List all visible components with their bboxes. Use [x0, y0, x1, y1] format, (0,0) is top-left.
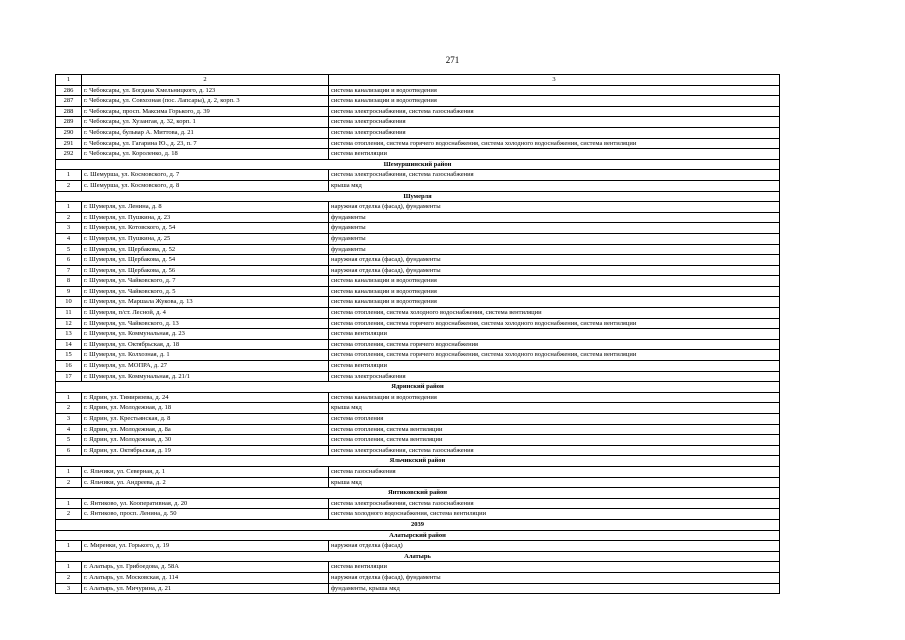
row-address: г. Шумерля, ул. Чайковского, д. 13: [82, 318, 329, 329]
table-row: [56, 117, 780, 128]
table-row: [56, 477, 780, 488]
table-row: [56, 318, 780, 329]
table-row: [56, 106, 780, 117]
row-address: г. Шумерля, ул. Щербакова, д. 56: [82, 265, 329, 276]
row-address: г. Шумерля, ул. Ленина, д. 8: [82, 202, 329, 213]
row-address: г. Шумерля, ул. Чайковского, д. 7: [82, 276, 329, 287]
row-works: система отопления, система горячего водоснабжения, система холодного водоснабжения, система вентиляции: [329, 138, 780, 149]
row-address: г. Шумерля, ул. Котовского, д. 54: [82, 223, 329, 234]
table-row: [56, 233, 780, 244]
row-address: г. Алатырь, ул. Грибоедова, д. 58А: [82, 562, 329, 573]
row-address: г. Шумерля, ул. Октябрьская, д. 18: [82, 339, 329, 350]
row-number: 290: [56, 127, 82, 138]
row-address: г. Шумерля, ул. Пушкина, д. 25: [82, 233, 329, 244]
row-works: крыша мкд: [329, 180, 780, 191]
page-number: 271: [445, 55, 460, 65]
row-address: г. Чебоксары, просп. Максима Горького, д. 39: [82, 106, 329, 117]
row-number: 1: [56, 170, 82, 181]
row-address: г. Алатырь, ул. Московская, д. 114: [82, 572, 329, 583]
column-header-works: 3: [329, 75, 780, 86]
row-works: система отопления, система горячего водоснабжения: [329, 339, 780, 350]
section-header-row: [56, 159, 780, 170]
row-address: г. Шумерля, ул. Щербакова, д. 54: [82, 255, 329, 266]
row-number: 1: [56, 392, 82, 403]
row-address: г. Чебоксары, бульвар А. Миттова, д. 21: [82, 127, 329, 138]
row-works: система электроснабжения, система газоснабжения: [329, 445, 780, 456]
row-address: г. Ядрин, ул. Молодежная, д. 30: [82, 435, 329, 446]
row-number: 11: [56, 308, 82, 319]
row-number: 17: [56, 371, 82, 382]
row-number: 1: [56, 498, 82, 509]
row-works: система вентиляции: [329, 329, 780, 340]
section-title: Шумерля: [56, 191, 780, 202]
row-works: система канализации и водоотведения: [329, 96, 780, 107]
row-number: 7: [56, 265, 82, 276]
row-works: система отопления, система вентиляции: [329, 424, 780, 435]
row-address: г. Чебоксары, ул. Богдана Хмельницкого, д. 123: [82, 85, 329, 96]
table-row: [56, 424, 780, 435]
section-title: Ядринский район: [56, 382, 780, 393]
row-number: 4: [56, 424, 82, 435]
row-works: система холодного водоснабжения, система вентиляции: [329, 509, 780, 520]
row-number: 15: [56, 350, 82, 361]
row-address: г. Шумерля, ул. Щербакова, д. 52: [82, 244, 329, 255]
row-number: 1: [56, 202, 82, 213]
row-number: 292: [56, 149, 82, 160]
row-works: наружная отделка (фасад), фундаменты: [329, 255, 780, 266]
section-header-row: [56, 551, 780, 562]
table-row: [56, 127, 780, 138]
row-number: 1: [56, 562, 82, 573]
table-row: [56, 350, 780, 361]
row-address: с. Миренки, ул. Горького, д. 19: [82, 541, 329, 552]
table-row: [56, 509, 780, 520]
row-number: 2: [56, 572, 82, 583]
row-number: 286: [56, 85, 82, 96]
section-title: 2039: [56, 519, 780, 530]
row-works: фундаменты: [329, 212, 780, 223]
row-works: наружная отделка (фасад), фундаменты: [329, 572, 780, 583]
row-address: г. Шумерля, ул. Коммунальная, д. 21/1: [82, 371, 329, 382]
table-row: [56, 414, 780, 425]
row-address: г. Ядрин, ул. Тимирязева, д. 24: [82, 392, 329, 403]
row-works: фундаменты: [329, 244, 780, 255]
row-number: 2: [56, 212, 82, 223]
row-works: система вентиляции: [329, 361, 780, 372]
row-address: с. Шемурша, ул. Космовского, д. 7: [82, 170, 329, 181]
table-row: [56, 149, 780, 160]
table-row: [56, 403, 780, 414]
row-works: система отопления: [329, 414, 780, 425]
row-works: система канализации и водоотведения: [329, 297, 780, 308]
row-works: система электроснабжения: [329, 117, 780, 128]
section-title: Шемуршинский район: [56, 159, 780, 170]
row-number: 287: [56, 96, 82, 107]
row-works: наружная отделка (фасад), фундаменты: [329, 265, 780, 276]
row-number: 8: [56, 276, 82, 287]
row-works: система канализации и водоотведения: [329, 276, 780, 287]
row-works: система канализации и водоотведения: [329, 286, 780, 297]
row-address: с. Янтиково, просп. Ленина, д. 50: [82, 509, 329, 520]
table-row: [56, 371, 780, 382]
table-row: [56, 435, 780, 446]
section-title: Яльчикский район: [56, 456, 780, 467]
row-number: 289: [56, 117, 82, 128]
row-works: система вентиляции: [329, 149, 780, 160]
row-number: 291: [56, 138, 82, 149]
section-header-row: [56, 191, 780, 202]
row-number: 3: [56, 583, 82, 594]
table-row: [56, 265, 780, 276]
row-number: 9: [56, 286, 82, 297]
section-header-row: [56, 519, 780, 530]
row-works: фундаменты: [329, 223, 780, 234]
table-row: [56, 180, 780, 191]
table-row: [56, 138, 780, 149]
row-number: 4: [56, 233, 82, 244]
row-address: г. Шумерля, ул. МОПРА, д. 27: [82, 361, 329, 372]
table-row: [56, 244, 780, 255]
row-works: система канализации и водоотведения: [329, 85, 780, 96]
row-address: г. Шумерля, ул. Коммунальная, д. 23: [82, 329, 329, 340]
table-row: [56, 572, 780, 583]
row-address: с. Яльчики, ул. Северная, д. 1: [82, 466, 329, 477]
table-row: [56, 392, 780, 403]
row-address: г. Алатырь, ул. Мичурина, д. 21: [82, 583, 329, 594]
section-title: Янтиковский район: [56, 488, 780, 499]
row-address: с. Янтиково, ул. Кооперативная, д. 20: [82, 498, 329, 509]
row-address: г. Ядрин, ул. Молодежная, д. 8а: [82, 424, 329, 435]
column-header-address: 2: [82, 75, 329, 86]
row-number: 1: [56, 466, 82, 477]
row-address: г. Ядрин, ул. Октябрьская, д. 19: [82, 445, 329, 456]
row-number: 12: [56, 318, 82, 329]
row-number: 3: [56, 223, 82, 234]
row-works: система электроснабжения, система газоснабжения: [329, 498, 780, 509]
row-number: 6: [56, 445, 82, 456]
table-row: [56, 339, 780, 350]
table-row: [56, 583, 780, 594]
row-address: г. Шумерля, ул. Чайковского, д. 5: [82, 286, 329, 297]
row-number: 3: [56, 414, 82, 425]
table-header-row: [56, 75, 780, 86]
row-works: система канализации и водоотведения: [329, 392, 780, 403]
table-row: [56, 541, 780, 552]
row-works: фундаменты, крыша мкд: [329, 583, 780, 594]
table-row: [56, 308, 780, 319]
table-row: [56, 329, 780, 340]
table-row: [56, 562, 780, 573]
row-works: система отопления, система вентиляции: [329, 435, 780, 446]
table-row: [56, 223, 780, 234]
row-works: система электроснабжения: [329, 127, 780, 138]
row-address: г. Чебоксары, ул. Гагарина Ю., д. 23, п. 7: [82, 138, 329, 149]
row-number: 5: [56, 244, 82, 255]
row-works: система отопления, система горячего водоснабжения, система холодного водоснабжения, система вентиляции: [329, 318, 780, 329]
row-works: фундаменты: [329, 233, 780, 244]
row-number: 14: [56, 339, 82, 350]
row-works: система электроснабжения, система газоснабжения: [329, 106, 780, 117]
row-number: 13: [56, 329, 82, 340]
row-number: 16: [56, 361, 82, 372]
table-row: [56, 361, 780, 372]
row-number: 6: [56, 255, 82, 266]
table-row: [56, 96, 780, 107]
row-works: система вентиляции: [329, 562, 780, 573]
row-address: с. Яльчики, ул. Андреева, д. 2: [82, 477, 329, 488]
section-header-row: [56, 456, 780, 467]
row-address: г. Шумерля, ул. Колхозная, д. 1: [82, 350, 329, 361]
table-row: [56, 85, 780, 96]
row-address: г. Ядрин, ул. Крестьянская, д. 8: [82, 414, 329, 425]
table-row: [56, 498, 780, 509]
row-works: система газоснабжения: [329, 466, 780, 477]
table-row: [56, 202, 780, 213]
row-works: крыша мкд: [329, 477, 780, 488]
row-address: г. Чебоксары, ул. Короленко, д. 18: [82, 149, 329, 160]
column-header-number: 1: [56, 75, 82, 86]
row-address: г. Чебоксары, ул. Хузангая, д. 32, корп. 1: [82, 117, 329, 128]
table-row: [56, 276, 780, 287]
table-row: [56, 466, 780, 477]
row-number: 1: [56, 541, 82, 552]
section-header-row: [56, 530, 780, 541]
row-works: наружная отделка (фасад): [329, 541, 780, 552]
table-row: [56, 170, 780, 181]
repair-schedule-table: [55, 74, 780, 594]
row-number: 10: [56, 297, 82, 308]
section-title: Алатырь: [56, 551, 780, 562]
row-number: 288: [56, 106, 82, 117]
row-address: г. Чебоксары, ул. Совхозная (пос. Лапсары), д. 2, корп. 3: [82, 96, 329, 107]
row-number: 2: [56, 477, 82, 488]
row-number: 5: [56, 435, 82, 446]
table-row: [56, 286, 780, 297]
table-row: [56, 297, 780, 308]
row-address: г. Ядрин, ул. Молодежная, д. 18: [82, 403, 329, 414]
row-address: г. Шумерля, ул. Пушкина, д. 23: [82, 212, 329, 223]
row-address: г. Шумерля, ул. Маршала Жукова, д. 13: [82, 297, 329, 308]
row-works: система электроснабжения, система газоснабжения: [329, 170, 780, 181]
section-header-row: [56, 382, 780, 393]
row-works: крыша мкд: [329, 403, 780, 414]
row-address: с. Шемурша, ул. Космовского, д. 8: [82, 180, 329, 191]
table-row: [56, 445, 780, 456]
section-header-row: [56, 488, 780, 499]
row-works: система отопления, система горячего водоснабжения, система холодного водоснабжения, система вентиляции: [329, 350, 780, 361]
row-works: система электроснабжения: [329, 371, 780, 382]
section-title: Алатырский район: [56, 530, 780, 541]
table-row: [56, 255, 780, 266]
row-number: 2: [56, 180, 82, 191]
table-row: [56, 212, 780, 223]
row-number: 2: [56, 509, 82, 520]
row-works: система отопления, система холодного водоснабжения, система вентиляции: [329, 308, 780, 319]
row-number: 2: [56, 403, 82, 414]
row-address: г. Шумерля, п/ст. Лесной, д. 4: [82, 308, 329, 319]
row-works: наружная отделка (фасад), фундаменты: [329, 202, 780, 213]
